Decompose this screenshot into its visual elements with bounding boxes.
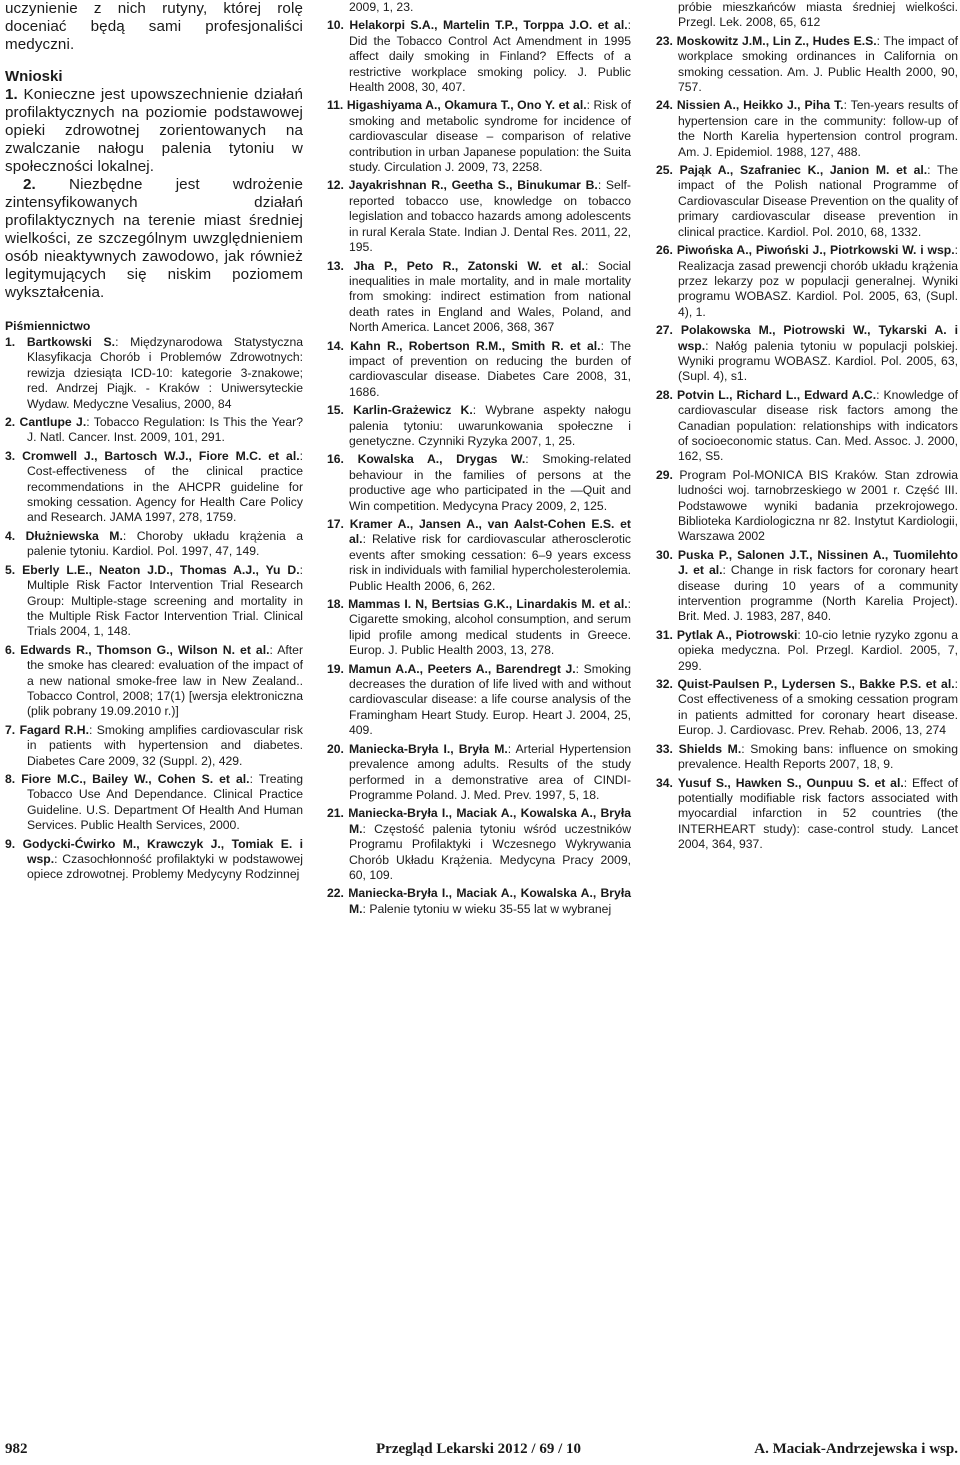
reference-authors: Dłużniewska M. bbox=[25, 528, 123, 543]
reference-authors: Maniecka-Bryła I., Maciak A., Kowalska A., Bryła M. bbox=[348, 886, 631, 916]
reference-text: : The impact of workplace smoking ordinances in California on smoking cessation. Am. J. Public Health 2000, 90, 757. bbox=[678, 33, 959, 95]
reference-item bbox=[327, 178, 631, 255]
reference-authors: Polakowska M., Piotrowski W., Tykarski A. i wsp. bbox=[678, 323, 958, 353]
reference-text: : Wybrane aspekty nałogu palenia tytoniu: uwarunkowania społeczne i genetyczne. Czynniki Ryzyka 2007, 1, 25. bbox=[349, 403, 631, 448]
reference-item bbox=[656, 548, 958, 625]
reference-authors: Godycki-Ćwirko M., Krawczyk J., Tomiak E. i wsp. bbox=[22, 836, 304, 866]
reference-authors: Moskowitz J.M., Lin Z., Hudes E.S. bbox=[676, 33, 877, 48]
reference-text: : Self-reported tobacco use, knowledge on tobacco legislation and tobacco hazards among adolescents in rural Kerala State. Indian J. Dental Res. 2011, 22, 195. bbox=[349, 178, 631, 255]
reference-item bbox=[327, 18, 631, 95]
reference-text: : Czasochłonność profilaktyki w podstawowej opiece zdrowotnej. Problemy Medycyny Rodzinnej bbox=[27, 852, 303, 882]
reference-authors: Cantlupe J. bbox=[19, 415, 87, 430]
reference-number: 7. bbox=[5, 722, 16, 737]
reference-authors: Piwońska A., Piwoński J., Piotrkowski W. i wsp. bbox=[676, 243, 955, 258]
reference-text: : Cigarette smoking, alcohol consumption, and serum lipid profile among medical students in Greece. Europ. J. Public Health 2003, 13, 278. bbox=[349, 597, 631, 658]
reference-number: 28. bbox=[656, 387, 673, 402]
page-footer bbox=[0, 1441, 960, 1461]
reference-number: 23. bbox=[656, 33, 673, 48]
reference-text: : 10-cio letnie ryzyko zgonu a opieka medyczna. Pol. Przegl. Kardiol. 2005, 7, 299. bbox=[678, 627, 958, 673]
reference-item bbox=[327, 597, 631, 659]
reference-authors: Pająk A., Szafraniec K., Janion M. et al. bbox=[679, 163, 928, 178]
reference-authors: Mamun A.A., Peeters A., Barendregt J. bbox=[348, 661, 576, 676]
reference-text: : Częstość palenia tytoniu wśród uczestników Programu Profilaktyki i Wczesnego Wykrywania Chorób Układu Krążenia. Medycyna Pracy 2009, 60, 109. bbox=[349, 821, 631, 882]
reference-list-left bbox=[5, 335, 303, 883]
page-number: 982 bbox=[5, 1441, 28, 1457]
conclusion-1-text: Konieczne jest upowszechnienie działań profilaktycznych na poziomie podstawowej opieki zdrowotnej zorientowanych na zwalczanie nałogu palenia tytoniu w społeczności lokalnej. bbox=[5, 86, 303, 175]
reference-item bbox=[5, 335, 303, 412]
reference-authors: Kahn R., Robertson R.M., Smith R. et al. bbox=[350, 338, 601, 353]
reference-number: 9. bbox=[5, 836, 16, 851]
reference-continuation: 2009, 1, 23. bbox=[349, 0, 414, 14]
reference-item bbox=[656, 243, 958, 320]
reference-number: 6. bbox=[5, 642, 16, 657]
reference-item bbox=[327, 806, 631, 883]
reference-text: : Realizacja zasad prewencji chorób układu krążenia przez lekarzy poz w populacji generalnej. Wyniki programu WOBASZ. Kardiol. Pol. 2005, 63, (Supl. 4), 1. bbox=[678, 243, 958, 319]
reference-authors: Shields M. bbox=[678, 741, 742, 756]
column-right bbox=[656, 0, 958, 856]
reference-item bbox=[656, 163, 958, 240]
reference-item bbox=[5, 529, 303, 560]
reference-text: : Tobacco Regulation: Is This the Year? J. Natl. Cancer. Inst. 2009, 101, 291. bbox=[27, 415, 304, 445]
reference-number: 12. bbox=[327, 178, 344, 193]
reference-item bbox=[656, 98, 958, 160]
reference-authors: Puska P., Salonen J.T., Nissinen A., Tuomilehto J. et al. bbox=[677, 547, 959, 578]
reference-authors: Maniecka-Bryła I., Bryła M. bbox=[349, 741, 508, 756]
reference-number: 20. bbox=[327, 741, 344, 756]
reference-authors: Nissien A., Heikko J., Piha T. bbox=[676, 98, 844, 113]
reference-authors: Yusuf S., Hawken S., Ounpuu S. et al. bbox=[677, 775, 904, 790]
reference-authors: Fagard R.H. bbox=[19, 722, 89, 737]
reference-number: 17. bbox=[327, 517, 344, 531]
reference-list-right bbox=[656, 34, 958, 853]
conclusion-2 bbox=[5, 176, 303, 302]
reference-item bbox=[656, 323, 958, 385]
reference-text: : Relative risk for cardiovascular atherosclerotic events after smoking cessation: 6–9 years excess risk in individuals with familial hypercholesterolemia. Public Health 2006, 6, 262. bbox=[349, 532, 631, 593]
reference-item bbox=[5, 643, 303, 720]
reference-number: 33. bbox=[656, 741, 673, 756]
reference-authors: Jayakrishnan R., Geetha S., Binukumar B. bbox=[348, 178, 598, 193]
reference-text: : Smoking decreases the duration of life lived with and without cardiovascular disease: a life course analysis of the Framingham Heart Study. Europ. Heart J. 2004, 25, 409. bbox=[349, 661, 631, 738]
reference-number: 15. bbox=[327, 403, 344, 418]
reference-number: 31. bbox=[656, 627, 673, 642]
reference-number: 30. bbox=[656, 547, 673, 562]
reference-number: 22. bbox=[327, 886, 344, 901]
reference-item bbox=[5, 415, 303, 446]
reference-number: 26. bbox=[656, 243, 673, 258]
reference-number: 8. bbox=[5, 771, 16, 786]
reference-number: 24. bbox=[656, 98, 673, 113]
reference-item bbox=[656, 742, 958, 773]
reference-text: : Cost effectiveness of a smoking cessation program in patients admitted for coronary heart disease. Europ. J. Cardiovasc. Prev. Rehab. 2006, 13, 274 bbox=[678, 677, 958, 738]
column-middle bbox=[327, 0, 631, 920]
reference-item bbox=[5, 837, 303, 883]
conclusion-1-number: 1. bbox=[5, 86, 18, 103]
reference-text: : After the smoke has cleared: evaluation of the impact of a new national smoke-free law in New Zealand.. Tobacco Control, 2008; 17(1) [wersja elektroniczna (plik pobrany 19.09.2010 r.)] bbox=[27, 642, 304, 719]
reference-text: : The impact of the Polish national Programme of Cardiovascular Disease Prevention on the quality of primary cardiovascular disease prevention in clinical practice. Kardiol. Pol. 2010, 68, 1332. bbox=[678, 163, 958, 239]
reference-item bbox=[5, 563, 303, 640]
reference-list-middle bbox=[327, 18, 631, 917]
reference-item bbox=[327, 517, 631, 594]
reference-authors: Karlin-Grażewicz K. bbox=[353, 403, 473, 418]
reference-item bbox=[5, 449, 303, 526]
reference-item bbox=[656, 34, 958, 96]
reference-text: : Change in risk factors for coronary heart disease during 10 years of a community intervention programme (North Karelia Project). Brit. Med. J. 1983, 287, 840. bbox=[678, 563, 959, 624]
reference-item bbox=[656, 628, 958, 674]
references-heading: Piśmiennictwo bbox=[5, 319, 91, 333]
reference-number: 4. bbox=[5, 528, 16, 543]
reference-text: : Risk of smoking and metabolic syndrome for incidence of cardiovascular disease – comparison of relative contribution in urban Japanese population: the Suita study. Circulation J. 2009, 73, 2258. bbox=[349, 98, 631, 175]
reference-text: : Choroby układu krążenia a palenie tytoniu. Kardiol. Pol. 1997, 47, 149. bbox=[27, 528, 304, 559]
reference-text: : Smoking amplifies cardiovascular risk in patients with hypertension and diabetes. Diabetes Care 2009, 32 (Suppl. 2), 429. bbox=[27, 722, 303, 768]
reference-text: : Smoking bans: influence on smoking prevalence. Health Reports 2007, 18, 9. bbox=[678, 741, 958, 772]
intro-paragraph: uczynienie z nich rutyny, której rolę doceniać będą sami profesjonaliści medyczni. bbox=[5, 0, 303, 53]
reference-authors: Kramer A., Jansen A., van Aalst-Cohen E.S. et al. bbox=[349, 517, 631, 547]
reference-number: 19. bbox=[327, 661, 344, 676]
reference-authors: Cromwell J., Bartosch W.J., Fiore M.C. et al. bbox=[22, 448, 300, 463]
reference-text: : Social inequalities in male mortality, and in male mortality from smoking: indirect estimation from national death rates in England and Wales, Poland, and North America. Lancet 2006, 368, 367 bbox=[349, 258, 632, 335]
reference-text: : The impact of prevention on reducing the burden of cardiovascular disease. Diabetes Care 2008, 31, 1686. bbox=[349, 338, 631, 399]
reference-authors: Higashiyama A., Okamura T., Ono Y. et al. bbox=[346, 98, 587, 113]
reference-text: : Międzynarodowa Statystyczna Klasyfikacja Chorób i Problemów Zdrowotnych: rewizja dziesiąta ICD-10: kategorie 3-znakowe; red. Andrzej Piąjk. - Kraków : Uniwersyteckie Wydaw. Medyczne Vesalius, 2000, 84 bbox=[27, 335, 303, 411]
reference-text: : Palenie tytoniu w wieku 35-55 lat w wybranej bbox=[362, 901, 612, 916]
reference-number: 25. bbox=[656, 163, 673, 178]
reference-authors: Kowalska A., Drygas W. bbox=[357, 452, 526, 467]
conclusion-2-text: Niezbędne jest wdrożenie zintensyfikowanych działań profilaktycznych na terenie miast średniej wielkości, ze szczególnym uwzględnieniem osób nieaktywnych zawodowo, jak również legitymujących się niskim poziomem wykształcenia. bbox=[5, 176, 303, 301]
reference-authors: Maniecka-Bryła I., Maciak A., Kowalska A., Bryła M. bbox=[348, 806, 631, 836]
reference-number: 18. bbox=[327, 597, 344, 612]
reference-item bbox=[5, 772, 303, 834]
conclusions-heading: Wnioski bbox=[5, 68, 63, 85]
reference-authors: Pytlak A., Piotrowski bbox=[676, 627, 798, 642]
reference-text: : Knowledge of cardiovascular disease risk factors among the Canadian population: relationships with indicators of socioeconomic status. Can. Med. Assoc. J. 2000, 162, S5. bbox=[678, 387, 958, 464]
reference-item bbox=[656, 677, 958, 739]
reference-number: 14. bbox=[327, 338, 344, 353]
reference-authors: Mammas I. N, Bertsias G.K., Linardakis M. et al. bbox=[348, 597, 628, 612]
reference-number: 13. bbox=[327, 258, 344, 273]
reference-number: 27. bbox=[656, 323, 673, 338]
conclusion-1 bbox=[5, 86, 303, 176]
reference-text: : Ten-years results of hypertension care in the community: follow-up of the North Karelia hypertension control program. Am. J. Epidemiol. 1988, 127, 488. bbox=[678, 98, 958, 159]
reference-item bbox=[656, 776, 958, 853]
reference-item bbox=[327, 662, 631, 739]
reference-item bbox=[327, 98, 631, 175]
reference-authors: Potvin L., Richard L., Edward A.C. bbox=[676, 387, 877, 402]
reference-number: 34. bbox=[656, 775, 673, 790]
reference-text: : Smoking-related behaviour in the families of persons at the productive age who participated in the ―Quit and Win competition. Medycyna Pracy 2009, 2, 125. bbox=[349, 452, 631, 513]
reference-text: : Nałóg palenia tytoniu w populacji polskiej. Wyniki programu WOBASZ. Kardiol. Pol. 2005, 63, (Supl. 4), s1. bbox=[678, 338, 958, 384]
conclusion-2-number: 2. bbox=[23, 176, 36, 193]
reference-item bbox=[327, 339, 631, 401]
reference-item bbox=[327, 259, 631, 336]
reference-item bbox=[656, 468, 958, 545]
reference-text: : Multiple Risk Factor Intervention Trial Research Group: Multiple-stage screening and mortality in the Multiple Risk Factor Intervention Trial. Clinical Trials 2004, 1, 148. bbox=[27, 562, 304, 639]
reference-text: Program Pol-MONICA BIS Kraków. Stan zdrowia ludności woj. tarnobrzeskiego w 2001 r. Część III. Podstawowe wyniki badania przekrojowego. Biblioteka Kardiologiczna nr 82. Instytut Kardiologii, Warszawa 2002 bbox=[678, 467, 958, 544]
reference-authors: Jha P., Peto R., Zatonski W. et al. bbox=[353, 258, 585, 273]
reference-number: 11. bbox=[327, 98, 344, 113]
reference-number: 2. bbox=[5, 415, 16, 430]
reference-authors: Fiore M.C., Bailey W., Cohen S. et al. bbox=[21, 771, 250, 786]
reference-number: 21. bbox=[327, 806, 344, 821]
reference-item bbox=[327, 452, 631, 514]
reference-item bbox=[5, 723, 303, 769]
reference-authors: Quist-Paulsen P., Lydersen S., Bakke P.S. et al. bbox=[677, 677, 955, 692]
reference-number: 10. bbox=[327, 18, 344, 33]
reference-number: 32. bbox=[656, 677, 673, 692]
journal-citation: Przegląd Lekarski 2012 / 69 / 10 bbox=[376, 1441, 581, 1457]
article-authors: A. Maciak-Andrzejewska i wsp. bbox=[754, 1441, 958, 1457]
reference-continuation: próbie mieszkańców miasta średniej wielkości. Przegl. Lek. 2008, 65, 612 bbox=[678, 0, 958, 30]
column-left bbox=[5, 0, 303, 886]
reference-item bbox=[327, 886, 631, 917]
reference-number: 29. bbox=[656, 467, 673, 482]
reference-number: 16. bbox=[327, 452, 344, 467]
reference-authors: Eberly L.E., Neaton J.D., Thomas A.J., Yu D. bbox=[22, 562, 300, 577]
reference-number: 1. bbox=[5, 335, 16, 349]
reference-authors: Helakorpi S.A., Martelin T.P., Torppa J.O. et al. bbox=[349, 18, 628, 33]
reference-item bbox=[656, 388, 958, 465]
reference-item bbox=[327, 403, 631, 449]
reference-text: : Arterial Hypertension prevalence among adults. Results of the study performed in a demonstrative area of CINDI-Programme Poland. J. Med. Prev. 1997, 5, 18. bbox=[349, 741, 632, 802]
reference-text: : Did the Tobacco Control Act Amendment in 1995 affect daily smoking in Finland? Effects of a restrictive workplace smoking policy. J. Public Health 2008, 30, 407. bbox=[349, 18, 631, 95]
reference-text: : Treating Tobacco Use And Dependance. Clinical Practice Guideline. U.S. Department Of Health And Human Services. Public Health Services, 2000. bbox=[27, 771, 304, 833]
reference-number: 3. bbox=[5, 448, 16, 463]
reference-number: 5. bbox=[5, 562, 16, 577]
reference-authors: Bartkowski S. bbox=[26, 335, 116, 349]
reference-text: : Effect of potentially modifiable risk factors associated with myocardial infarction in 52 countries (the INTERHEART study): case-control study. Lancet 2004, 364, 937. bbox=[678, 775, 958, 852]
reference-text: : Cost-effectiveness of the clinical practice recommendations in the AHCPR guideline for smoking cessation. Agency for Health Care Policy and Research. JAMA 1997, 278, 1759. bbox=[27, 448, 303, 525]
reference-item bbox=[327, 742, 631, 804]
reference-authors: Edwards R., Thomson G., Wilson N. et al. bbox=[20, 642, 270, 657]
